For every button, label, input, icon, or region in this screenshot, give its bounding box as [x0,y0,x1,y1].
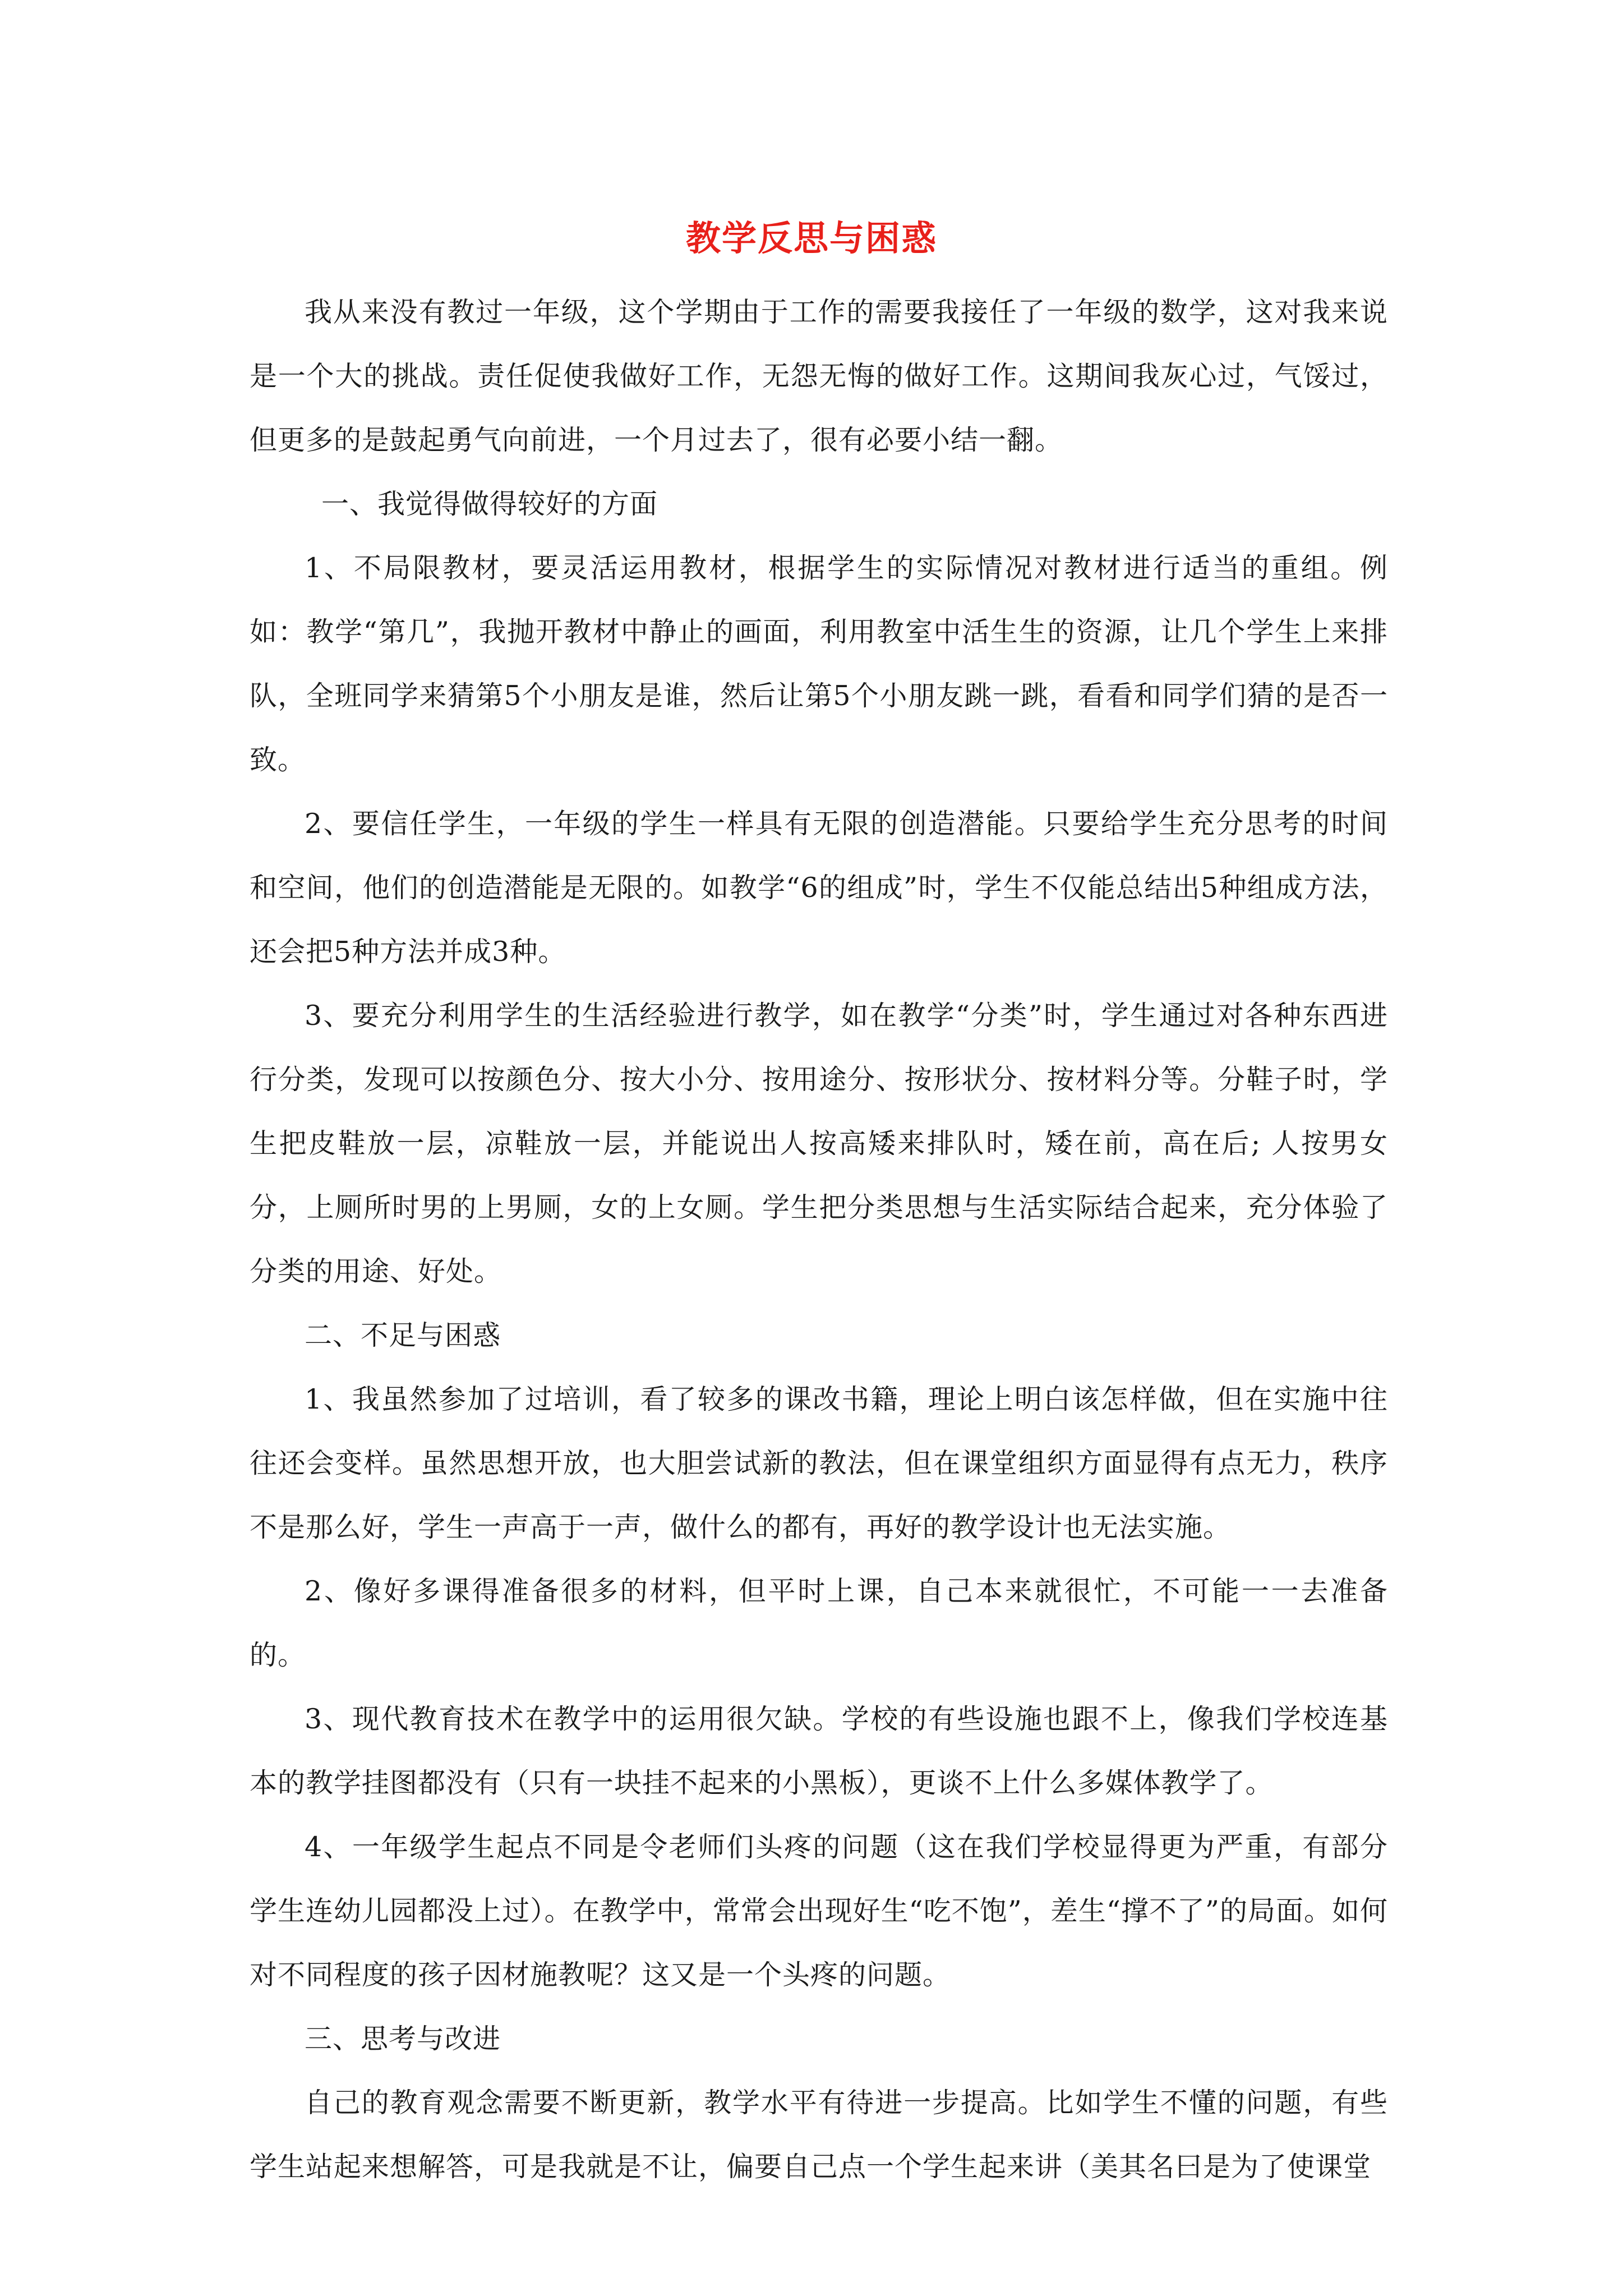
document-body [250,280,1388,2199]
section-heading-strengths: 一、我觉得做得较好的方面 [321,488,658,520]
section-heading-shortcomings: 二、不足与困惑 [305,1319,501,1351]
strength-paragraph-2: 2、要信任学生，一年级的学生一样具有无限的创造潜能。只要给学生充分思考的时间和空间，他们的创造潜能是无限的。如教学“6的组成”时，学生不仅能总结出5种组成方法，还会把5种方法并成3种。 [250,808,1388,968]
document-title: 教学反思与困惑 [685,218,937,259]
shortcoming-paragraph-1: 1、我虽然参加了过培训，看了较多的课改书籍，理论上明白该怎样做，但在实施中往往还会变样。虽然思想开放，也大胆尝试新的教法，但在课堂组织方面显得有点无力，秩序不是那么好，学生一声高于一声，做什么的都有，再好的教学设计也无法实施。 [250,1383,1388,1543]
improvement-paragraph-1: 自己的教育观念需要不断更新，教学水平有待进一步提高。比如学生不懂的问题，有些学生站起来想解答，可是我就是不让，偏要自己点一个学生起来讲（美其名曰是为了使课堂 [250,2087,1388,2183]
strength-paragraph-1: 1、不局限教材，要灵活运用教材，根据学生的实际情况对教材进行适当的重组。例如：教学“第几”，我抛开教材中静止的画面，利用教室中活生生的资源，让几个学生上来排队，全班同学来猜第5个小朋友是谁，然后让第5个小朋友跳一跳，看看和同学们猜的是否一致。 [250,552,1388,776]
shortcoming-paragraph-3: 3、现代教育技术在教学中的运用很欠缺。学校的有些设施也跟不上，像我们学校连基本的教学挂图都没有（只有一块挂不起来的小黑板），更谈不上什么多媒体教学了。 [250,1703,1388,1799]
section-heading-improvement: 三、思考与改进 [305,2023,501,2055]
shortcoming-paragraph-2: 2、像好多课得准备很多的材料，但平时上课，自己本来就很忙，不可能一一去准备的。 [250,1575,1388,1671]
intro-paragraph: 我从来没有教过一年级，这个学期由于工作的需要我接任了一年级的数学，这对我来说是一个大的挑战。责任促使我做好工作，无怨无悔的做好工作。这期间我灰心过，气馁过，但更多的是鼓起勇气向前进，一个月过去了，很有必要小结一翻。 [250,296,1388,456]
shortcoming-paragraph-4: 4、一年级学生起点不同是令老师们头疼的问题（这在我们学校显得更为严重，有部分学生连幼儿园都没上过）。在教学中，常常会出现好生“吃不饱”，差生“撑不了”的局面。如何对不同程度的孩子因材施教呢？这又是一个头疼的问题。 [250,1831,1388,1991]
strength-paragraph-3: 3、要充分利用学生的生活经验进行教学，如在教学“分类”时，学生通过对各种东西进行分类，发现可以按颜色分、按大小分、按用途分、按形状分、按材料分等。分鞋子时，学生把皮鞋放一层，凉鞋放一层，并能说出人按高矮来排队时，矮在前，高在后; 人按男女分，上厕所时男的上男厕，女的上女厕。学生把分类思想与生活实际结合起来，充分体验了分类的用途、好处。 [250,1000,1388,1287]
